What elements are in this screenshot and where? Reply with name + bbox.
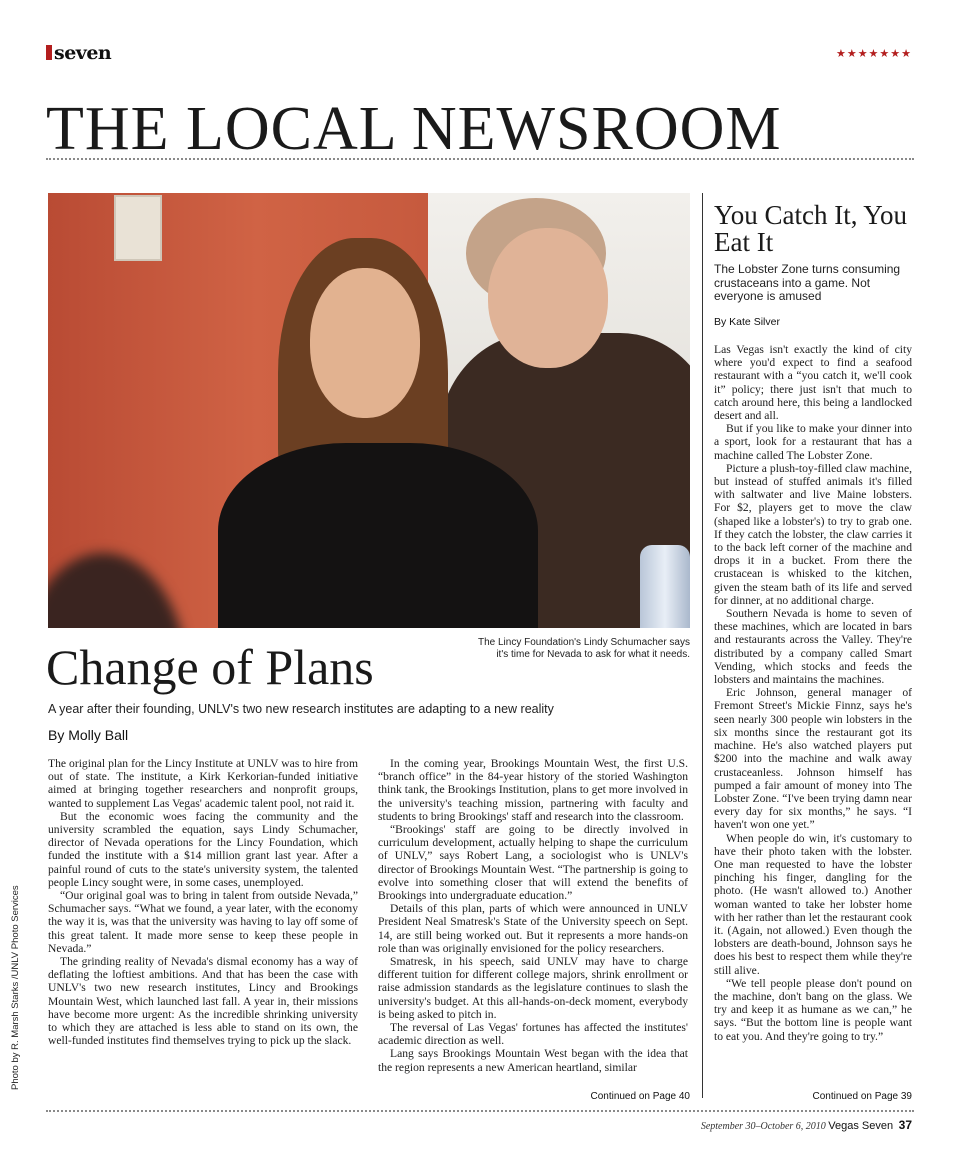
main-continued-link[interactable]: Continued on Page 40 [590, 1091, 690, 1102]
paragraph: When people do win, it's customary to have their photo taken with the lobster. One man requested to have the lobster pinching his finger, dangling for the photo. (He wasn't allowed to.) Another woman wanted to take her lobster home with her rather than let the restaurant cook it. (Again, not allowed.) Even though the lobsters are death-bound, Johnson says he does his best to respect them while they're still alive. [714, 831, 912, 977]
logo-text: seven [54, 42, 112, 64]
main-byline: By Molly Ball [48, 727, 129, 743]
feature-photo [48, 193, 690, 628]
paragraph: Las Vegas isn't exactly the kind of city where you'd expect to find a seafood restaurant with a “you catch it, we'll cook it” policy; there just isn't that much to catch around here, this being a landlocked desert and all. [714, 343, 912, 423]
publication-name: Vegas Seven [828, 1120, 894, 1132]
paragraph: Southern Nevada is home to seven of these machines, which are located in bars and restaurants across the Valley. They're distributed by a company called Smart Vending, which stocks and feeds the lobsters and maintains the machines. [714, 607, 912, 687]
rating-stars: ★★★★★★★ [835, 48, 912, 60]
logo-bar [46, 45, 52, 60]
page-folio [701, 1118, 912, 1132]
paragraph: The grinding reality of Nevada's dismal economy has a way of deflating the loftiest ambitions. And that has been the case with UNLV's two new research institutes, Lincy and Brookings Mountain West, which launched last fall. A year in, their missions have become more urgent: As the incredible shrinking university to which they are attached is less able to stand on its own, the well-funded institutes find themselves trying to pick up the slack. [48, 955, 358, 1048]
paragraph: But the economic woes facing the community and the university scrambled the equation, says Lindy Schumacher, director of Nevada operations for the Lincy Foundation, which funded the institute with a $14 million grant last year. After a painful round of cuts to the state's university system, the talented people Lincy sought were, in some cases, unemployed. [48, 809, 358, 889]
top-dotted-rule [46, 158, 914, 160]
page-number: 37 [898, 1118, 912, 1132]
paragraph: Lang says Brookings Mountain West began with the idea that the region represents a new American heartland, similar [378, 1047, 688, 1074]
sidebar-dek: The Lobster Zone turns consuming crustaceans into a game. Not everyone is amused [714, 262, 901, 303]
photo-caption: The Lincy Foundation's Lindy Schumacher says it's time for Nevada to ask for what it needs. [477, 637, 690, 660]
photo-woman-body [218, 443, 538, 628]
paragraph: “We tell people please don't pound on the machine, don't bang on the glass. We try and keep it as humane as we can,” he says. “But the bottom line is people want to eat you. And they're going to try.” [714, 976, 912, 1043]
sidebar-byline: By Kate Silver [714, 316, 780, 328]
publication-logo [46, 42, 111, 64]
paragraph: “Our original goal was to bring in talent from outside Nevada,” Schumacher says. “What we found, a year later, with the economy the way it is, was that the university was having to lay off some of this great talent. It made more sense to keep these people in Nevada.” [48, 889, 358, 955]
main-story-column-2 [378, 757, 688, 1074]
paragraph: The original plan for the Lincy Institute at UNLV was to hire from out of state. The institute, a Kirk Kerkorian-funded initiative aimed at bringing together researchers and nonprofit groups, wanted to supplement Las Vegas' academic talent pool, not raid it. [48, 757, 358, 810]
paragraph: Details of this plan, parts of which were announced in UNLV President Neal Smatresk's State of the University speech on Sept. 14, are still being worked out. But it represents a more hands-on role than was originally envisioned for the policy researchers. [378, 902, 688, 955]
main-story-column-1 [48, 757, 358, 1047]
paragraph: But if you like to make your dinner into a sport, look for a restaurant that has a machine called The Lobster Zone. [714, 422, 912, 462]
main-dek: A year after their founding, UNLV's two new research institutes are adapting to a new reality [48, 702, 554, 716]
bottom-dotted-rule [46, 1110, 914, 1112]
paragraph: Eric Johnson, general manager of Fremont Street's Mickie Finnz, says he's seen nearly 300 people win lobsters in the six months since the restaurant got its machine. He's also watched players put $200 into the machine and walk away crustaceanless. Johnson himself has pumped a fair amount of money into The Lobster Zone. “I've been trying damn near every day for six months,” he says. “I haven't won one yet.” [714, 686, 912, 832]
paragraph: In the coming year, Brookings Mountain West, the first U.S. “branch office” in the 84-year history of the storied Washington think tank, the Brookings Institution, plans to get more involved in the university's teaching mission, partnering with faculty and students to bring Brookings' staff and research into the classroom. [378, 757, 688, 823]
paragraph: Picture a plush-toy-filled claw machine, but instead of stuffed animals it's filled with saltwater and live Maine lobsters. For $2, players get to move the claw (shaped like a lobster's) to try to grab one. If they catch the lobster, the claw carries it to the back left corner of the machine and drops it in a bucket. From there the crustacean is whisked to the kitchen, given the steam bath of its life and served for dinner, at no additional charge. [714, 461, 912, 607]
paragraph: “Brookings' staff are going to be directly involved in curriculum development, actually helping to shape the curriculum of UNLV,” says Robert Lang, a sociologist who is UNLV's director of Brookings Mountain West. “The partnership is going to evolve into something closer that will extend the benefits of Brookings into undergraduate education.” [378, 823, 688, 903]
column-divider [702, 193, 703, 1098]
photo-credit: Photo by R. Marsh Starks /UNLV Photo Services [10, 885, 21, 1090]
sidebar-headline: You Catch It, You Eat It [714, 200, 908, 257]
photo-water-bottle [640, 545, 690, 628]
photo-woman-face [310, 268, 420, 418]
sidebar-story-column [714, 343, 912, 1043]
section-title: THE LOCAL NEWSROOM [46, 95, 782, 163]
sidebar-continued-link[interactable]: Continued on Page 39 [812, 1091, 912, 1102]
main-headline: Change of Plans [46, 639, 374, 695]
paragraph: Smatresk, in his speech, said UNLV may have to charge different tuition for different college majors, shrink enrollment or raise admission standards as the legislature continues to slash the university's budget. At this all-hands-on-deck moment, everybody is being asked to pitch in. [378, 955, 688, 1021]
photo-man-face [488, 228, 608, 368]
paragraph: The reversal of Las Vegas' fortunes has affected the institutes' academic direction as well. [378, 1021, 688, 1048]
photo-picture-frame [114, 195, 162, 261]
issue-date: September 30–October 6, 2010 [700, 1121, 826, 1132]
